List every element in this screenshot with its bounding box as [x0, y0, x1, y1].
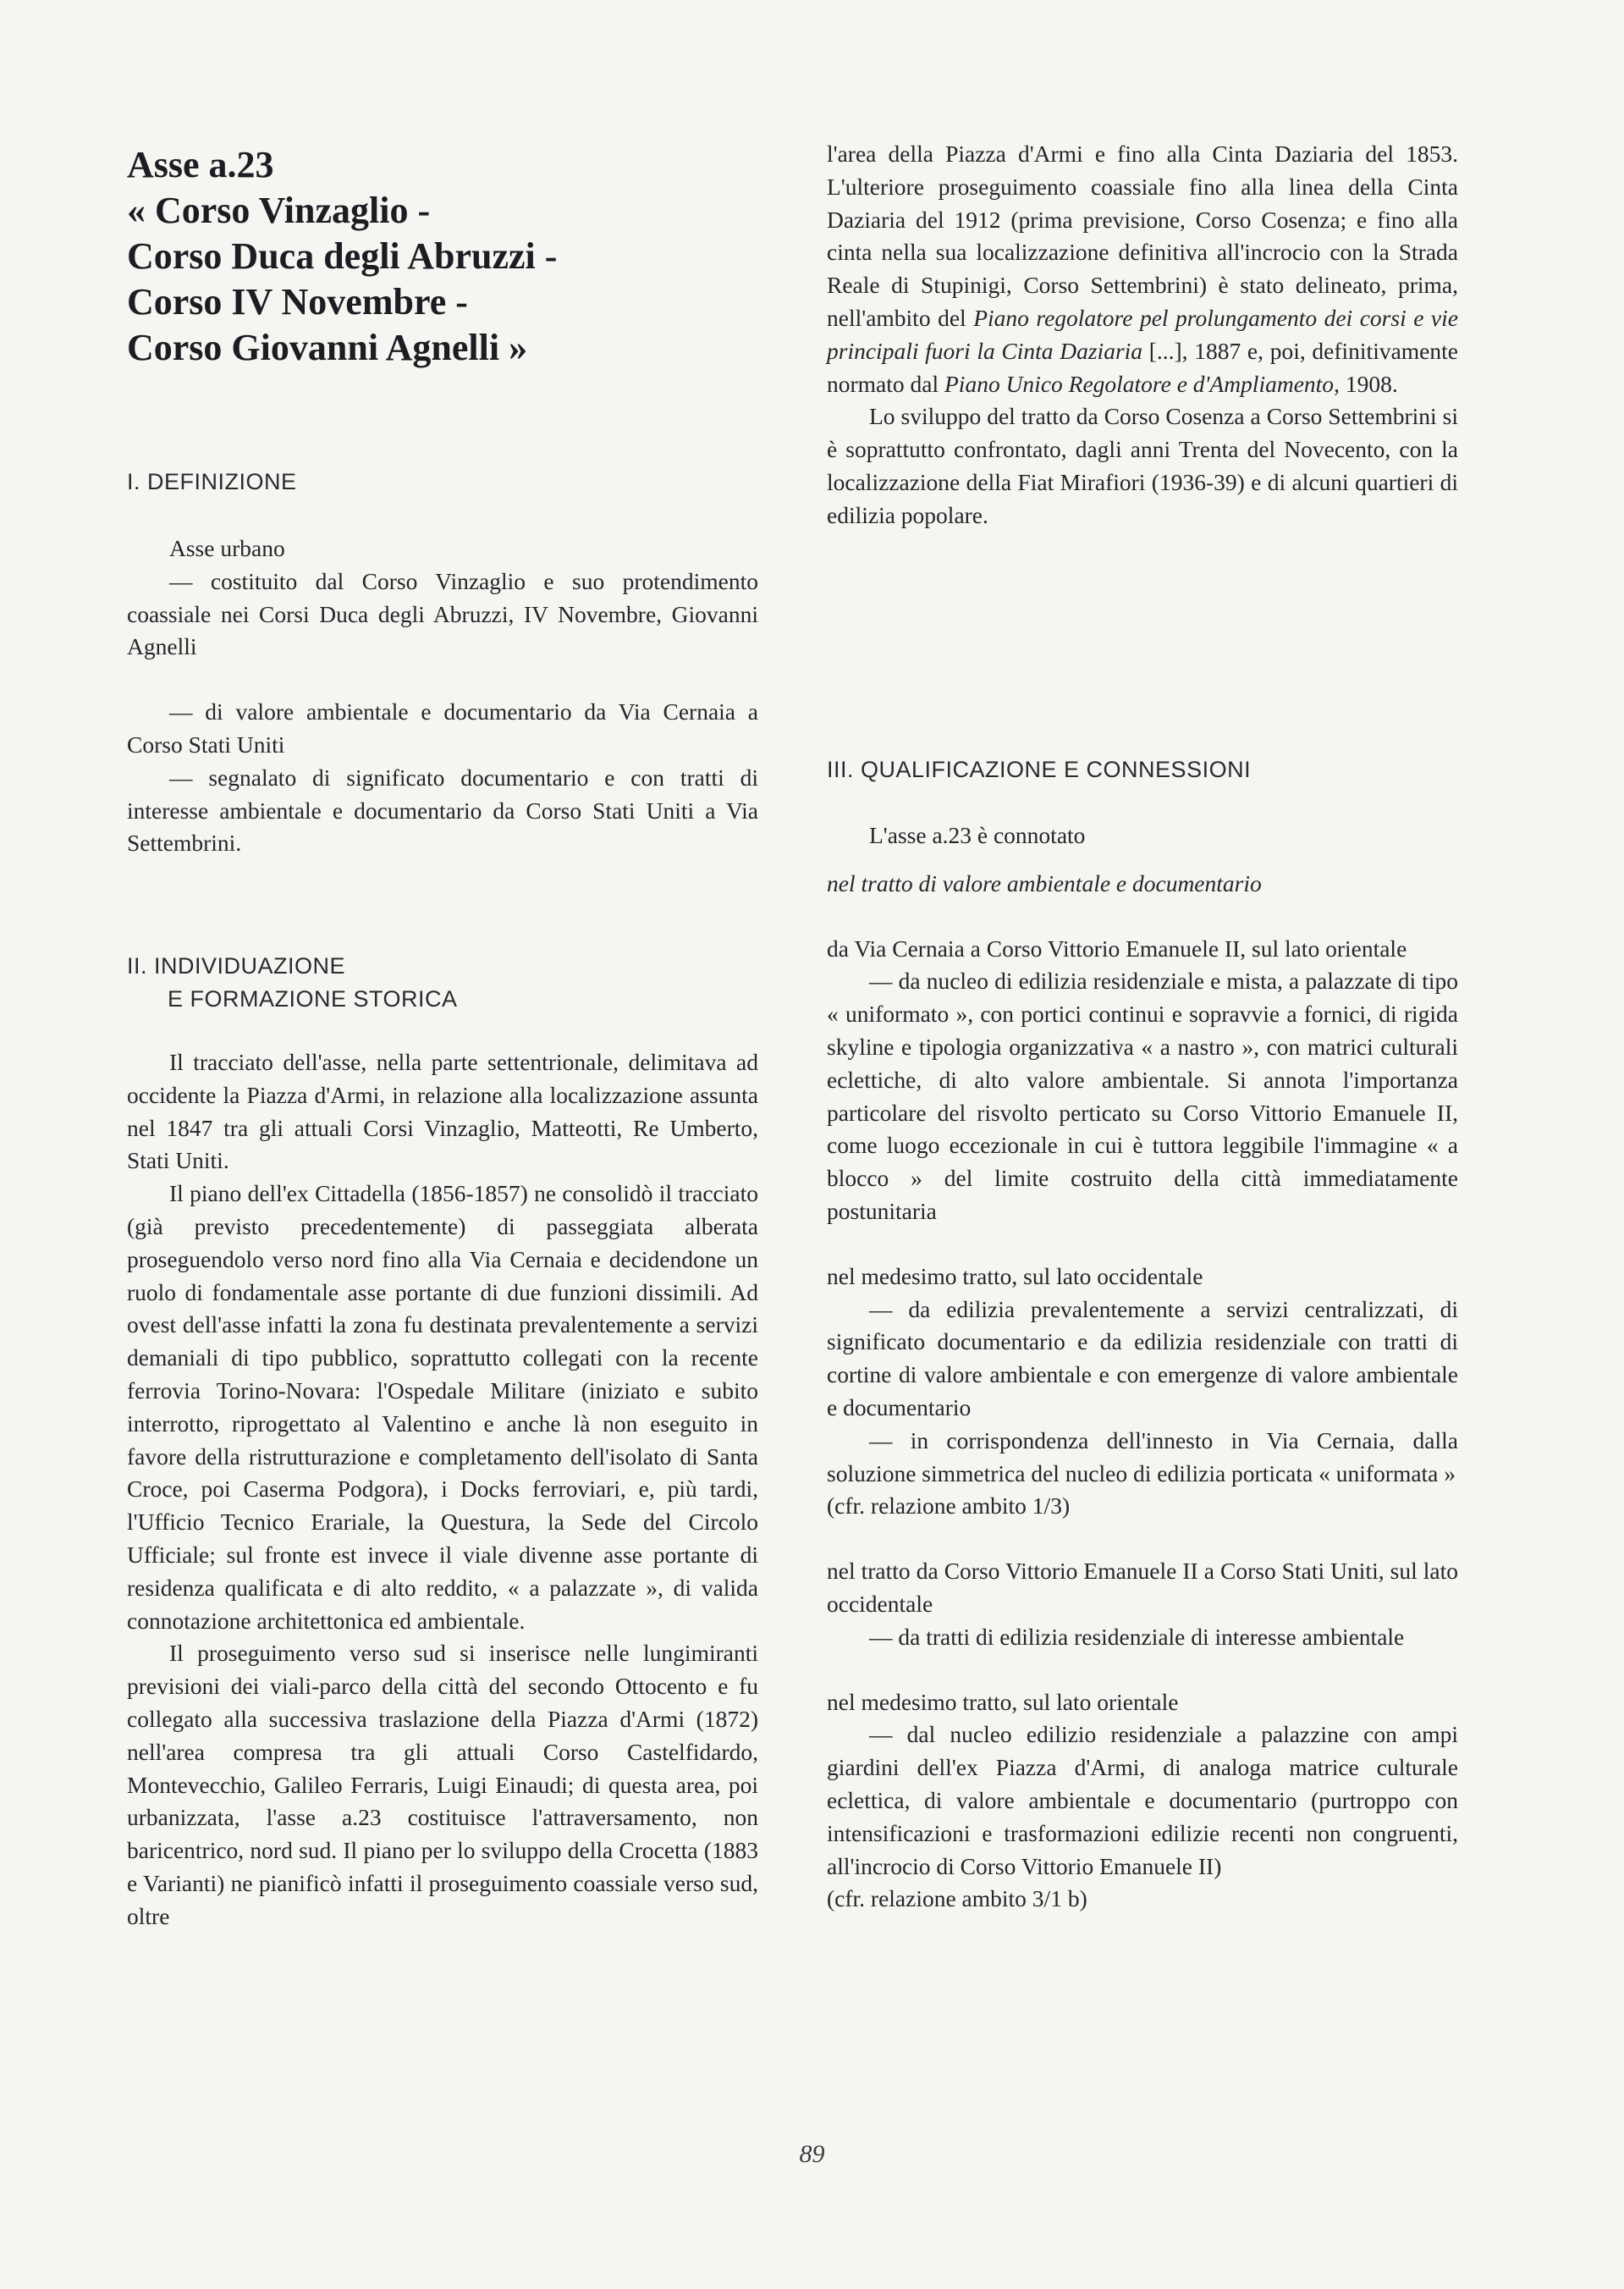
- paragraph: l'area della Piazza d'Armi e fino alla Cinta Daziaria del 1853. L'ulteriore proseguimento coassiale fino alla linea della Cinta Daziaria del 1912 (prima previsione, Corso Cosenza; e fino alla cinta nella sua localizzazione definitiva all'incrocio con la Strada Reale di Stupinigi, Corso Settembrini) è stato delineato, prima, nell'ambito del Piano regolatore pel prolungamento dei corsi e vie principali fuori la Cinta Daziaria [...], 1887 e, poi, definitivamente normato dal Piano Unico Regolatore e d'Ampliamento, 1908.: [827, 141, 1458, 397]
- heading-line: II. INDIVIDUAZIONE: [127, 953, 346, 979]
- paragraph: — da nucleo di edilizia residenziale e mista, a palazzate di tipo « uniformato », con portici continui e sopravvie a fornici, di rigida skyline e tipologia organizzativa « a nastro », con matrici culturali eclettiche, di alto valore ambientale. Si annota l'importanza particolare del risvolto perticato su Corso Vittorio Emanuele II, come luogo eccezionale in cui è tuttora leggibile l'immagine « a blocco » del limite costruito della città immediatamente postunitaria: [827, 968, 1458, 1224]
- section-individuazione-continued: [827, 138, 1458, 532]
- paragraph: Asse urbano: [169, 535, 285, 561]
- paragraph: L'asse a.23 è connotato: [869, 822, 1086, 848]
- italic-title: Piano Unico Regolatore e d'Ampliamento: [944, 370, 1335, 397]
- reference: (cfr. relazione ambito 3/1 b): [827, 1885, 1087, 1912]
- heading-line: E FORMAZIONE STORICA: [168, 986, 458, 1012]
- paragraph: Il proseguimento verso sud si inserisce nelle lungimiranti previsioni dei viali-parco della città del secondo Ottocento e fu collegato alla successiva traslazione della Piazza d'Armi (1872) nell'area compresa tra gli attuali Corso Castelfidardo, Montevecchio, Galileo Ferraris, Luigi Einaudi; di questa area, poi urbanizzata, l'asse a.23 costituisce l'attraversamento, non baricentrico, nord sud. Il piano per lo sviluppo della Crocetta (1883 e Varianti) ne pianificò infatti il proseguimento coassiale verso sud, oltre: [127, 1640, 758, 1929]
- article-title: [127, 142, 758, 371]
- section-individuazione-body: [127, 1046, 758, 1933]
- title-line: « Corso Vinzaglio -: [127, 190, 431, 231]
- paragraph: Il tracciato dell'asse, nella parte settentrionale, delimitava ad occidente la Piazza d'Armi, in relazione alla localizzazione assunta nel 1847 tra gli attuali Corsi Vinzaglio, Matteotti, Re Umberto, Stati Uniti.: [127, 1049, 758, 1174]
- section-heading-qualificazione: III. QUALIFICAZIONE E CONNESSIONI: [827, 757, 1252, 782]
- section-definizione-body: [127, 532, 758, 860]
- paragraph: da Via Cernaia a Corso Vittorio Emanuele II, sul lato orientale: [827, 935, 1407, 962]
- paragraph: Il piano dell'ex Cittadella (1856-1857) ne consolidò il tracciato (già previsto precedentemente) di passeggiata alberata proseguendolo verso nord fino alla Via Cernaia e decidendone un ruolo di fondamentale asse portante di due funzioni dissimili. Ad ovest dell'asse infatti la zona fu destinata prevalentemente a servizi demaniali di tipo pubblico, soprattutto collegati con la recente ferrovia Torino-Novara: l'Ospedale Militare (iniziato e subito interrotto, riprogettato al Valentino e anche là non eseguito in favore della ristrutturazione e completamento dell'isolato di Santa Croce, poi Caserma Podgora), i Docks ferroviari, e, più tardi, l'Ufficio Tecnico Erariale, la Questura, la Sede del Circolo Ufficiale; sul fronte est invece il viale divenne asse portante di residenza qualificata e di alto reddito, « a palazzate », di valida connotazione architettonica ed ambientale.: [127, 1180, 758, 1634]
- paragraph: nel medesimo tratto, sul lato occidentale: [827, 1262, 1203, 1289]
- subheading: nel tratto di valore ambientale e documentario: [827, 869, 1262, 896]
- title-line: Corso Duca degli Abruzzi -: [127, 235, 558, 277]
- section-qualificazione-body: [827, 819, 1458, 1916]
- title-line: Corso Giovanni Agnelli »: [127, 327, 528, 368]
- section-heading-individuazione: [127, 950, 758, 1016]
- paragraph: — costituito dal Corso Vinzaglio e suo protendimento coassiale nei Corsi Duca degli Abruzzi, IV Novembre, Giovanni Agnelli: [127, 567, 758, 660]
- page-number: 89: [799, 2140, 825, 2168]
- paragraph: — da edilizia prevalentemente a servizi centralizzati, di significato documentario e da edilizia residenziale con tratti di cortine di valore ambientale e con emergenze di valore ambientale e documentario: [827, 1295, 1458, 1420]
- paragraph: — da tratti di edilizia residenziale di interesse ambientale: [869, 1623, 1405, 1650]
- italic-title: Piano regolatore pel prolungamento dei corsi e vie principali fuori la Cinta Daziaria: [827, 304, 1458, 364]
- paragraph: nel tratto da Corso Vittorio Emanuele II a Corso Stati Uniti, sul lato occidentale: [827, 1558, 1458, 1617]
- title-line: Corso IV Novembre -: [127, 281, 468, 323]
- paragraph: nel medesimo tratto, sul lato orientale: [827, 1688, 1179, 1715]
- paragraph: — segnalato di significato documentario e con tratti di interesse ambientale e documentario da Corso Stati Uniti a Via Settembrini.: [127, 764, 758, 857]
- paragraph: — di valore ambientale e documentario da Via Cernaia a Corso Stati Uniti: [127, 698, 758, 758]
- reference: (cfr. relazione ambito 1/3): [827, 1492, 1071, 1520]
- title-line: Asse a.23: [127, 144, 274, 185]
- paragraph: — dal nucleo edilizio residenziale a palazzine con ampi giardini dell'ex Piazza d'Armi, di analoga matrice culturale eclettica, di valore ambientale e documentario (purtroppo con intensificazioni e trasformazioni edilizie recenti non congruenti, all'incrocio di Corso Vittorio Emanuele II): [827, 1721, 1458, 1879]
- section-heading-definizione: I. DEFINIZIONE: [127, 469, 297, 494]
- paragraph: Lo sviluppo del tratto da Corso Cosenza a Corso Settembrini si è soprattutto confrontato, dagli anni Trenta del Novecento, con la localizzazione della Fiat Mirafiori (1936-39) e di alcuni quartieri di edilizia popolare.: [827, 403, 1458, 528]
- paragraph: — in corrispondenza dell'innesto in Via Cernaia, dalla soluzione simmetrica del nucleo di edilizia porticata « uniformata »: [827, 1426, 1458, 1486]
